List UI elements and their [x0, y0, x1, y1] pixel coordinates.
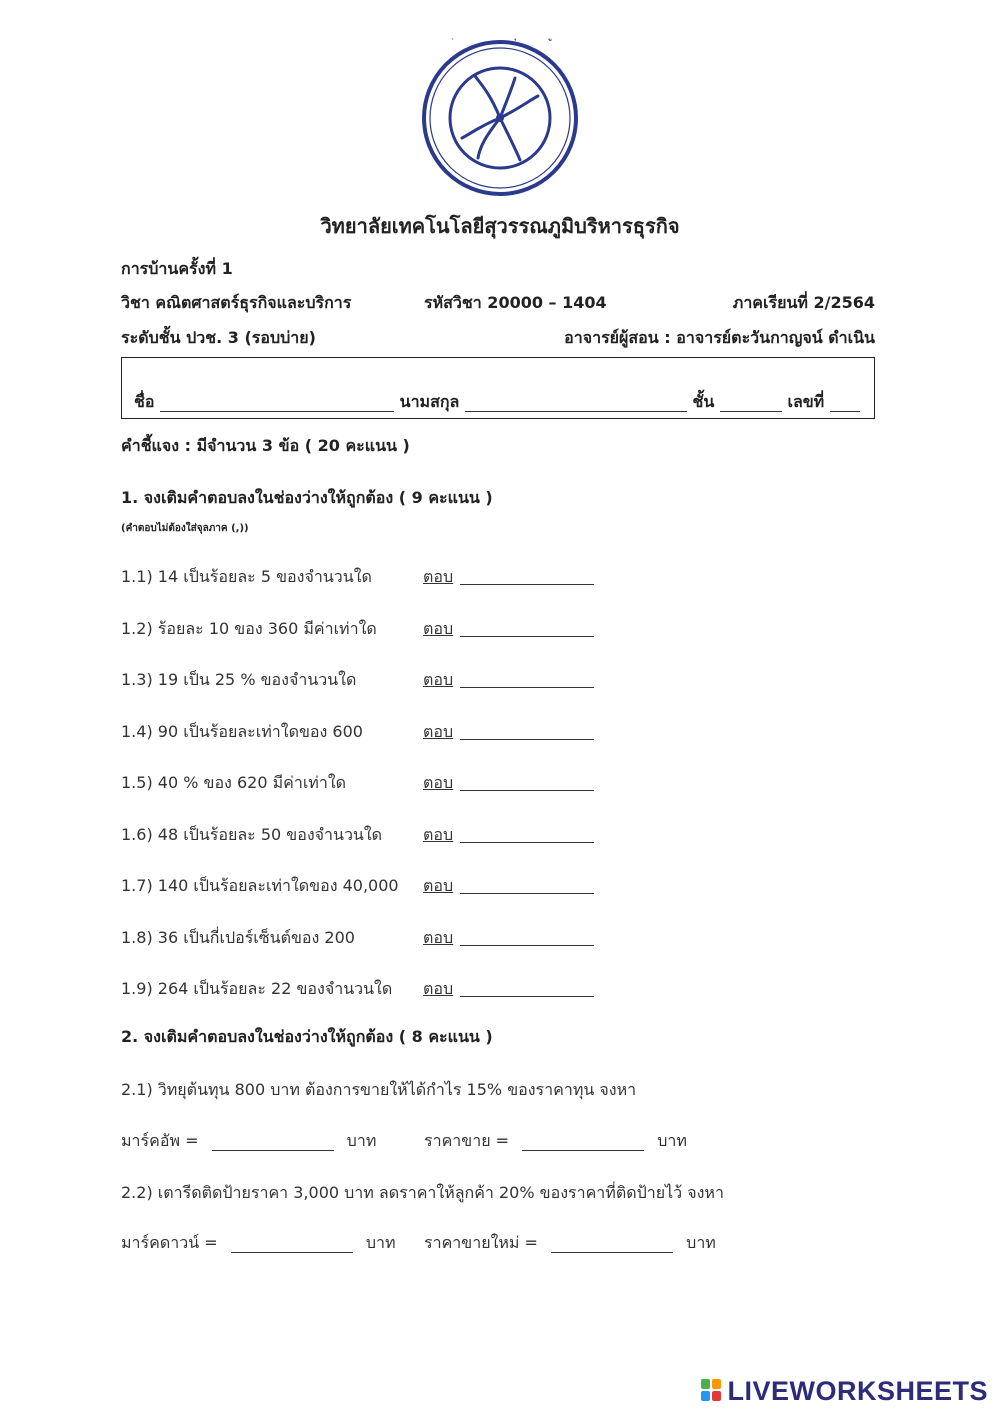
answer-input[interactable] [460, 669, 594, 688]
selling-price-unit: บาท [657, 1131, 687, 1150]
answer-label: ตอบ [423, 876, 454, 895]
student-info-box [121, 357, 875, 419]
homework-number: การบ้านครั้งที่ 1 [121, 259, 233, 278]
question-text: 1.2) ร้อยละ 10 ของ 360 มีค่าเท่าใด [121, 619, 377, 638]
new-price-input[interactable] [551, 1234, 673, 1253]
question-text: 1.5) 40 % ของ 620 มีค่าเท่าใด [121, 773, 347, 792]
teacher-name: อาจารย์ผู้สอน : อาจารย์ตะวันกาญจน์ ดำเนิน [564, 328, 875, 347]
markdown-label: มาร์คดาวน์ = [121, 1233, 218, 1252]
answer-label: ตอบ [423, 619, 454, 638]
answer-input[interactable] [460, 927, 594, 946]
markdown-input[interactable] [231, 1234, 353, 1253]
answer-label: ตอบ [423, 567, 454, 586]
number-input[interactable] [830, 393, 860, 412]
answer-input[interactable] [460, 978, 594, 997]
semester: ภาคเรียนที่ 2/2564 [732, 293, 875, 312]
markup-input[interactable] [212, 1132, 334, 1151]
question-text: 1.1) 14 เป็นร้อยละ 5 ของจำนวนใด [121, 567, 372, 586]
number-label: เลขที่ [787, 392, 825, 411]
question-text: 1.6) 48 เป็นร้อยละ 50 ของจำนวนใด [121, 825, 383, 844]
question-2-2: 2.2) เตารีดติดป้ายราคา 3,000 บาท ลดราคาให้ลูกค้า 20% ของราคาที่ติดป้ายไว้ จงหา [121, 1183, 724, 1202]
question-text: 1.7) 140 เป็นร้อยละเท่าใดของ 40,000 [121, 876, 399, 895]
subject-code: รหัสวิชา 20000 – 1404 [424, 293, 607, 312]
subject-name: วิชา คณิตศาสตร์ธุรกิจและบริการ [121, 293, 352, 312]
question-2-1: 2.1) วิทยุต้นทุน 800 บาท ต้องการขายให้ได้กำไร 15% ของราคาทุน จงหา [121, 1080, 637, 1099]
markup-unit: บาท [346, 1131, 377, 1150]
selling-price-input[interactable] [522, 1132, 644, 1151]
new-price-label: ราคาขายใหม่ = [424, 1233, 538, 1252]
question-text: 1.3) 19 เป็น 25 % ของจำนวนใด [121, 670, 357, 689]
answer-input[interactable] [460, 566, 594, 585]
name-input[interactable] [160, 393, 394, 412]
class-level: ระดับชั้น ปวช. 3 (รอบบ่าย) [121, 328, 316, 347]
markdown-unit: บาท [365, 1233, 396, 1252]
answer-label: ตอบ [423, 773, 454, 792]
section1-title: 1. จงเติมคำตอบลงในช่องว่างให้ถูกต้อง ( 9 คะแนน ) [121, 488, 493, 507]
liveworksheets-brand [701, 1376, 988, 1407]
selling-price-label: ราคาขาย = [424, 1131, 510, 1150]
answer-input[interactable] [460, 772, 594, 791]
answer-label: ตอบ [423, 979, 454, 998]
class-input[interactable] [720, 393, 782, 412]
answer-input[interactable] [460, 618, 594, 637]
college-name: วิทยาลัยเทคโนโลยีสุวรรณภูมิบริหารธุรกิจ [320, 214, 680, 238]
surname-label: นามสกุล [399, 392, 460, 411]
answer-label: ตอบ [423, 825, 454, 844]
brand-text: LIVEWORKSHEETS [727, 1376, 988, 1406]
surname-input[interactable] [465, 393, 687, 412]
markup-label: มาร์คอัพ = [121, 1131, 199, 1150]
section2-title: 2. จงเติมคำตอบลงในช่องว่างให้ถูกต้อง ( 8 คะแนน ) [121, 1027, 493, 1046]
college-logo [420, 38, 580, 198]
answer-label: ตอบ [423, 670, 454, 689]
class-label: ชั้น [692, 392, 715, 411]
liveworksheets-logo-icon [701, 1377, 723, 1403]
question-text: 1.8) 36 เป็นกี่เปอร์เซ็นต์ของ 200 [121, 928, 355, 947]
logo-bottom-text [420, 38, 486, 40]
answer-label: ตอบ [423, 928, 454, 947]
question-text: 1.9) 264 เป็นร้อยละ 22 ของจำนวนใด [121, 979, 393, 998]
answer-label: ตอบ [423, 722, 454, 741]
section1-note: (คำตอบไม่ต้องใส่จุลภาค (,)) [121, 523, 249, 534]
name-label: ชื่อ [134, 392, 155, 411]
new-price-unit: บาท [686, 1233, 716, 1252]
instructions: คำชี้แจง : มีจำนวน 3 ข้อ ( 20 คะแนน ) [121, 436, 410, 455]
question-text: 1.4) 90 เป็นร้อยละเท่าใดของ 600 [121, 722, 363, 741]
answer-input[interactable] [460, 721, 594, 740]
answer-input[interactable] [460, 875, 594, 894]
answer-input[interactable] [460, 824, 594, 843]
